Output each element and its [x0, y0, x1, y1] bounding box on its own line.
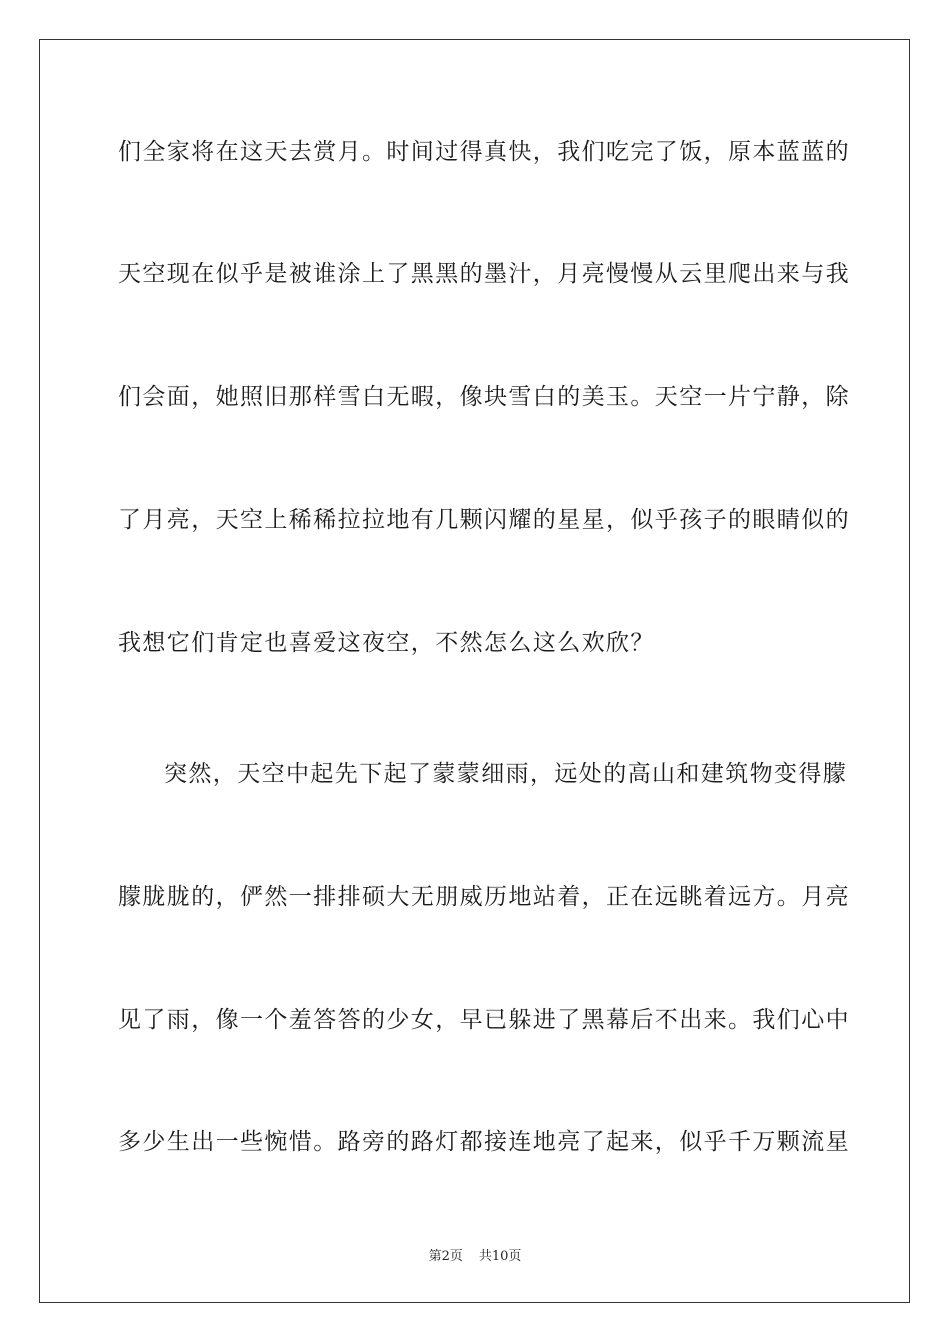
total-pages: 共10页 — [478, 1249, 522, 1264]
text-line: 多少生出一些惋惜。路旁的路灯都接连地亮了起来，似乎千万颗流星 — [118, 1129, 850, 1155]
text-line: 朦胧胧的，俨然一排排硕大无朋威历地站着，正在远眺着远方。月亮 — [118, 884, 850, 910]
page-border — [39, 39, 910, 1303]
text-line: 我想它们肯定也喜爱这夜空，不然怎么这么欢欣？ — [118, 630, 655, 656]
page-number: 第2页 — [428, 1249, 463, 1264]
text-line: 见了雨，像一个羞答答的少女，早已躲进了黑幕后不出来。我们心中 — [118, 1007, 850, 1033]
text-line: 了月亮，天空上稀稀拉拉地有几颗闪耀的星星，似乎孩子的眼睛似的 — [118, 507, 850, 533]
paragraph-first-line: 突然，天空中起先下起了蒙蒙细雨，远处的高山和建筑物变得朦 — [164, 761, 848, 787]
text-line: 们全家将在这天去赏月。时间过得真快，我们吃完了饭，原本蓝蓝的 — [118, 139, 850, 165]
text-line: 们会面，她照旧那样雪白无暇，像块雪白的美玉。天空一片宁静，除 — [118, 384, 850, 410]
text-line: 天空现在似乎是被谁涂上了黑黑的墨汁，月亮慢慢从云里爬出来与我 — [118, 261, 850, 287]
page-footer — [0, 1248, 950, 1266]
